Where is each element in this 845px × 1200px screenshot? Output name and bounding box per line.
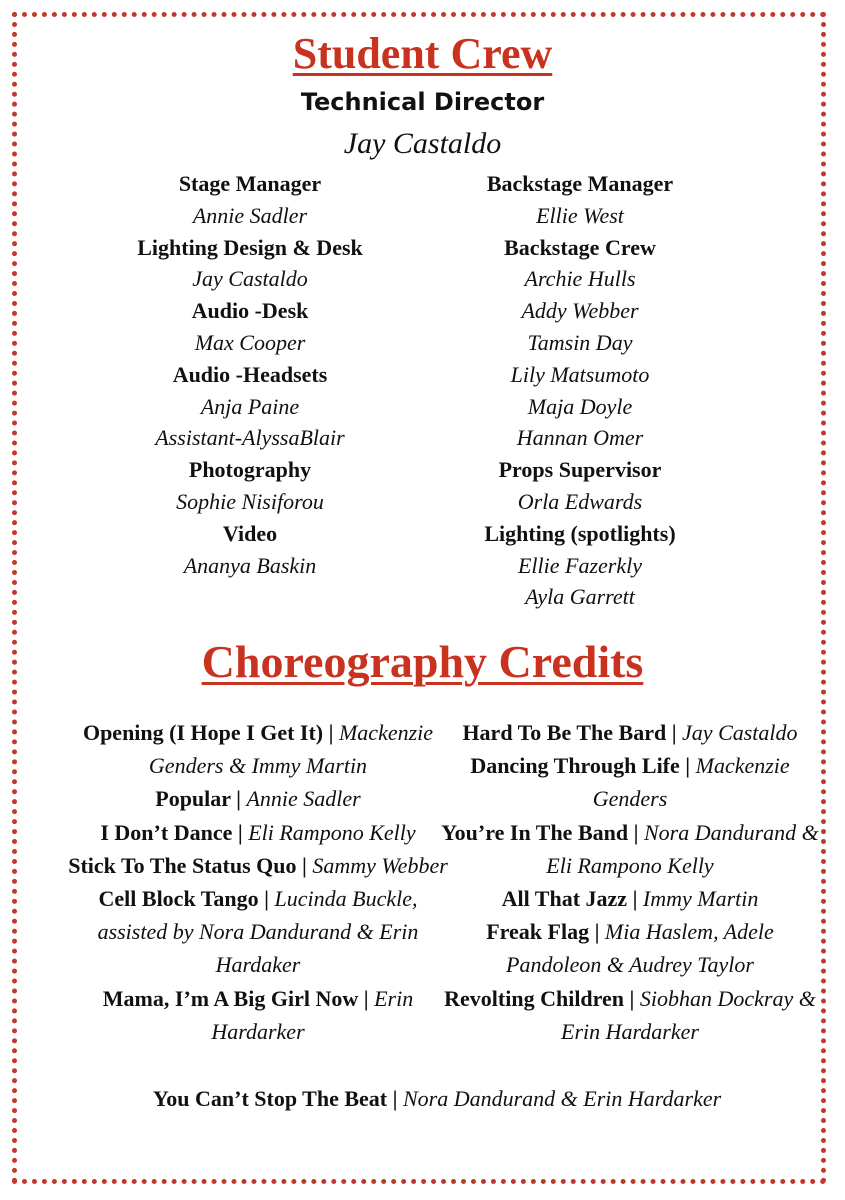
crew-right-column [430, 168, 730, 613]
choreography-entry [68, 882, 448, 982]
choreography-entry [68, 982, 448, 1048]
choreography-right-column [440, 716, 820, 1048]
choreography-entry [68, 716, 448, 782]
choreography-entry [68, 816, 448, 849]
crew-name: Max Cooper [194, 329, 306, 355]
choreography-entry [68, 849, 448, 882]
crew-role: Backstage Crew [504, 234, 656, 260]
song-credit: Jay Castaldo [682, 720, 798, 745]
choreography-entry [68, 782, 448, 815]
song-title: Mama, I’m A Big Girl Now | [102, 985, 369, 1011]
song-title: Dancing Through Life | [470, 753, 691, 779]
final-song-title: You Can’t Stop The Beat | [152, 1086, 398, 1111]
crew-name: Ellie West [536, 202, 624, 228]
crew-role: Audio -Headsets [172, 361, 328, 387]
final-song-credit: Nora Dandurand & Erin Hardarker [402, 1086, 722, 1111]
crew-role: Photography [188, 457, 312, 483]
song-title: Freak Flag | [486, 919, 600, 945]
song-credit: Mackenzie Genders & Immy Martin [148, 720, 434, 779]
choreography-heading: Choreography Credits [201, 636, 644, 687]
crew-name: Ayla Garrett [525, 584, 635, 610]
choreography-left-column [68, 716, 448, 1048]
song-title: I Don’t Dance | [100, 819, 243, 845]
choreography-final-credit [0, 1082, 845, 1115]
crew-role: Audio -Desk [191, 298, 309, 324]
song-title: Stick To The Status Quo | [68, 852, 307, 878]
song-credit: Lucinda Buckle, assisted by Nora Dandurand & Erin Hardaker [97, 886, 419, 978]
crew-name: Jay Castaldo [192, 266, 308, 292]
technical-director-role: Technical Director [300, 88, 545, 116]
crew-name: Archie Hulls [524, 266, 636, 292]
song-credit: Eli Rampono Kelly [248, 819, 416, 845]
choreography-entry [440, 882, 820, 915]
song-title: Revolting Children | [444, 985, 635, 1011]
crew-name: Anja Paine [200, 393, 300, 419]
choreography-entry [440, 816, 820, 882]
song-credit: Annie Sadler [246, 786, 361, 812]
choreography-entry [440, 749, 820, 815]
song-credit: Sammy Webber [312, 852, 448, 878]
song-title: Popular | [155, 786, 241, 812]
song-credit: Mia Haslem, Adele Pandoleon & Audrey Taylor [506, 919, 774, 978]
song-title: Opening (I Hope I Get It) | [82, 720, 334, 745]
crew-name: Addy Webber [521, 298, 639, 324]
song-credit: Siobhan Dockray & Erin Hardarker [561, 985, 816, 1044]
crew-name: Ellie Fazerkly [517, 552, 642, 578]
crew-name: Lily Matsumoto [510, 361, 650, 387]
crew-name: Annie Sadler [192, 202, 308, 228]
song-title: You’re In The Band | [441, 819, 639, 845]
choreography-entry [440, 915, 820, 981]
crew-name: Tamsin Day [527, 329, 633, 355]
technical-director-name: Jay Castaldo [343, 127, 502, 160]
choreography-entry [440, 982, 820, 1048]
song-title: Hard To Be The Bard | [462, 720, 677, 745]
crew-name: Ananya Baskin [183, 552, 317, 578]
crew-role: Backstage Manager [486, 171, 674, 196]
song-title: Cell Block Tango | [98, 886, 270, 912]
crew-name: Assistant-AlyssaBlair [155, 425, 345, 451]
song-credit: Mackenzie Genders [592, 753, 790, 812]
student-crew-heading: Student Crew [292, 29, 553, 78]
crew-role: Video [222, 520, 278, 546]
crew-name: Maja Doyle [527, 393, 633, 419]
crew-name: Sophie Nisiforou [176, 488, 324, 514]
crew-role: Stage Manager [178, 171, 322, 196]
song-credit: Erin Hardarker [211, 985, 414, 1044]
crew-role: Lighting (spotlights) [484, 520, 676, 546]
choreography-entry [440, 716, 820, 749]
song-title: All That Jazz | [501, 886, 638, 912]
crew-role: Props Supervisor [498, 457, 662, 483]
crew-left-column [100, 168, 400, 581]
song-credit: Immy Martin [642, 886, 759, 912]
crew-name: Hannan Omer [516, 425, 644, 451]
crew-name: Orla Edwards [517, 488, 643, 514]
crew-role: Lighting Design & Desk [137, 234, 363, 260]
song-credit: Nora Dandurand & Eli Rampono Kelly [546, 819, 819, 878]
